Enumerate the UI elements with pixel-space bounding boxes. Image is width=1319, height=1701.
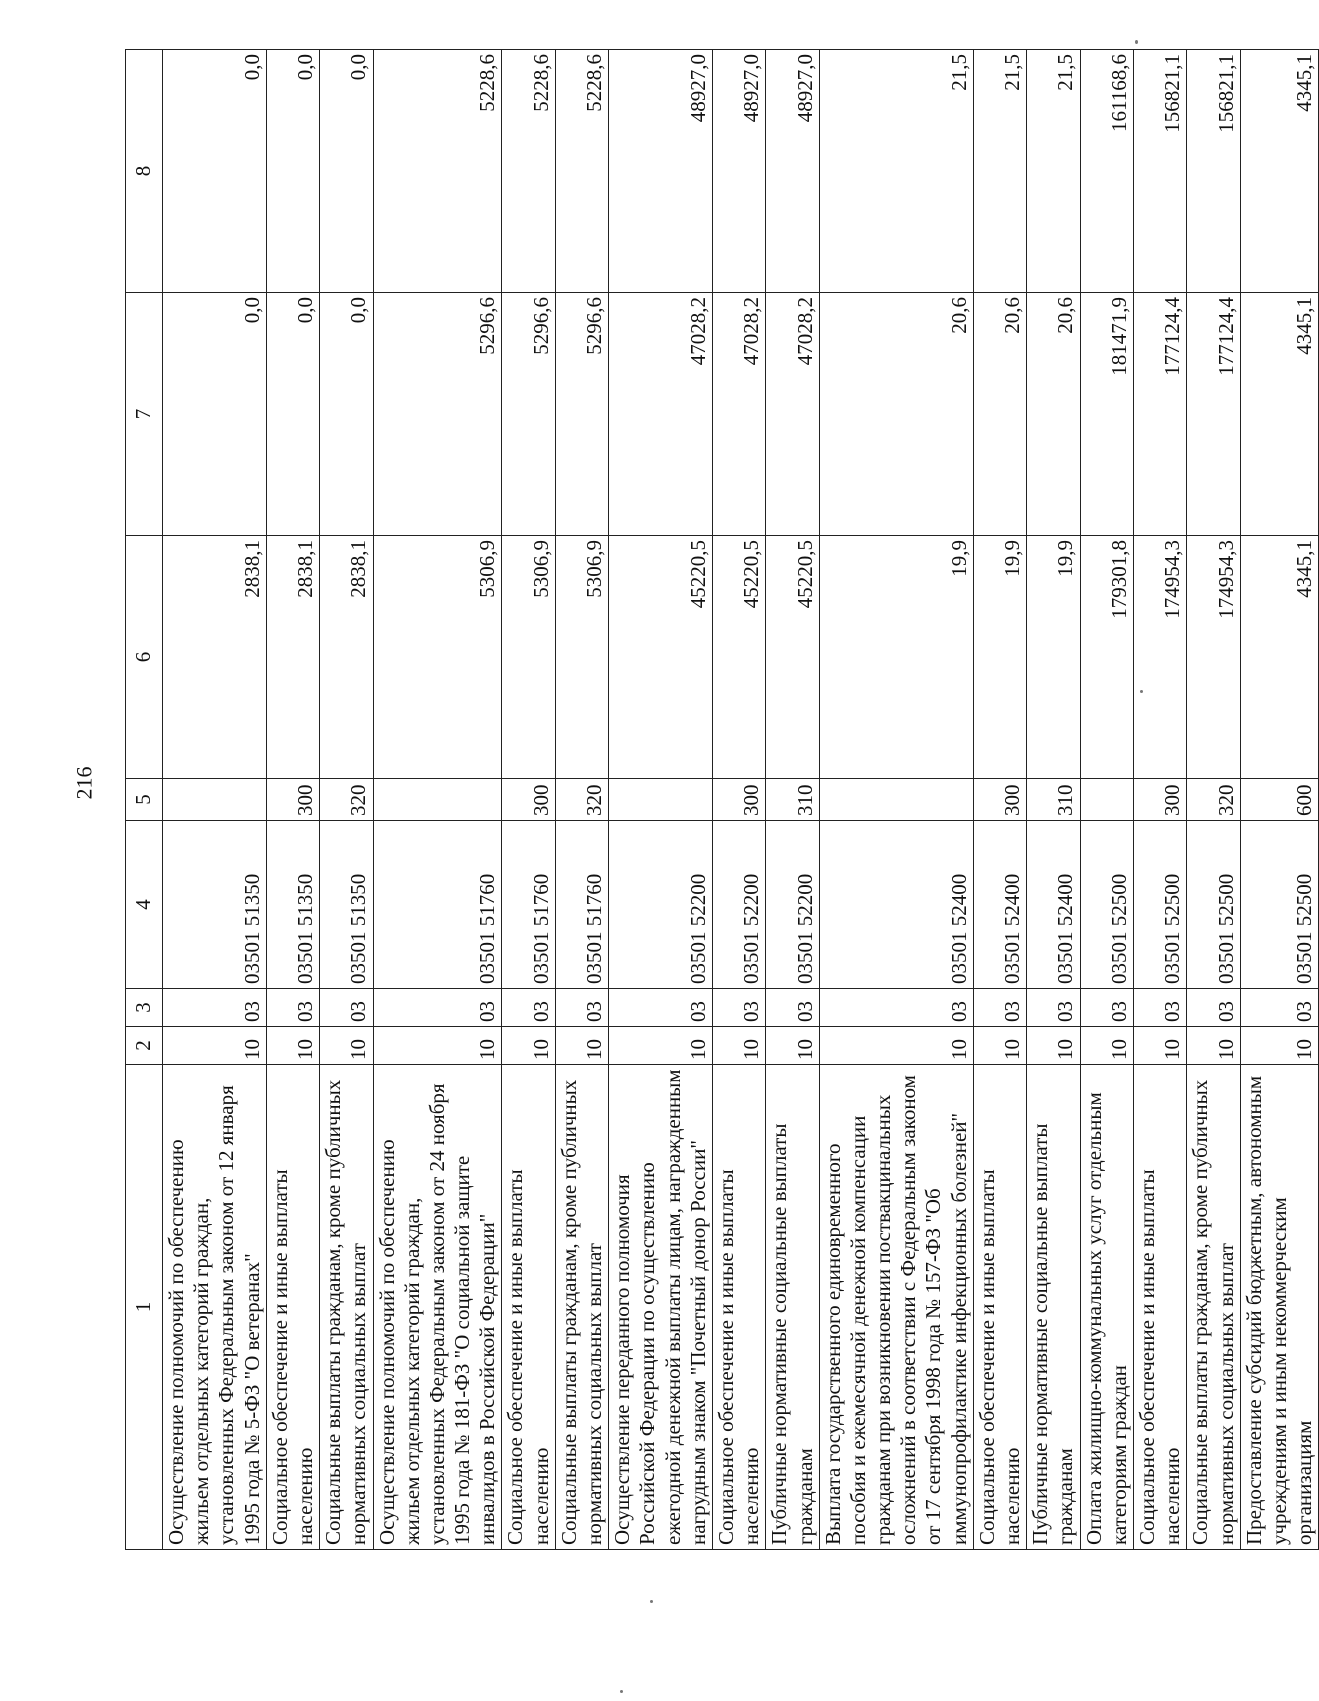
table-row (1133, 50, 1186, 1550)
item-name-cell: Выплата государственного единовременного пособия и ежемесячной денежной компенсации гражданам при возникновении поствакцинальных осложнений в соответствии с Федеральным законом от 17 сентября 1998 года № 157-ФЗ "Об иммунопрофилактике инфекционных болезней" (819, 1065, 973, 1550)
amount-col8-cell: 48927,0 (766, 50, 819, 293)
page-number: 216 (71, 766, 97, 800)
subsection-code-cell: 03 (502, 989, 555, 1027)
target-article-cell: 03501 52200 (766, 821, 819, 989)
target-article-cell: 03501 52500 (1080, 821, 1133, 989)
expense-type-cell: 320 (1187, 779, 1240, 821)
item-name-cell: Социальное обеспечение и иные выплаты населению (1133, 1065, 1186, 1550)
target-article-cell: 03501 52200 (712, 821, 765, 989)
amount-col7-cell: 5296,6 (502, 293, 555, 536)
section-code-cell: 10 (712, 1027, 765, 1065)
section-code-cell: 10 (373, 1027, 502, 1065)
subsection-code-cell: 03 (1240, 989, 1319, 1027)
amount-col7-cell: 5296,6 (555, 293, 608, 536)
subsection-code-cell: 03 (973, 989, 1026, 1027)
rotated-table-container (125, 50, 1317, 1550)
header-cell: 3 (126, 989, 163, 1027)
section-code-cell: 10 (1240, 1027, 1319, 1065)
subsection-code-cell: 03 (1080, 989, 1133, 1027)
table-row (1187, 50, 1240, 1550)
target-article-cell: 03501 51350 (266, 821, 319, 989)
item-name-cell: Социальное обеспечение и иные выплаты населению (712, 1065, 765, 1550)
amount-col6-cell: 174954,3 (1133, 536, 1186, 779)
table-row (373, 50, 502, 1550)
amount-col8-cell: 21,5 (1027, 50, 1080, 293)
header-cell: 2 (126, 1027, 163, 1065)
subsection-code-cell: 03 (819, 989, 973, 1027)
amount-col8-cell: 4345,1 (1240, 50, 1319, 293)
amount-col7-cell: 0,0 (163, 293, 267, 536)
amount-col6-cell: 2838,1 (320, 536, 373, 779)
amount-col8-cell: 48927,0 (609, 50, 713, 293)
section-code-cell: 10 (266, 1027, 319, 1065)
amount-col7-cell: 0,0 (320, 293, 373, 536)
scan-speck (1135, 40, 1138, 44)
amount-col6-cell: 179301,8 (1080, 536, 1133, 779)
header-cell: 4 (126, 821, 163, 989)
item-name-cell: Осуществление полномочий по обеспечению жильем отдельных категорий граждан, установленных Федеральным законом от 12 января 1995 года № 5-ФЗ "О ветеранах" (163, 1065, 267, 1550)
subsection-code-cell: 03 (555, 989, 608, 1027)
expense-type-cell (163, 779, 267, 821)
amount-col7-cell: 20,6 (1027, 293, 1080, 536)
item-name-cell: Осуществление переданного полномочия Российской Федерации по осуществлению ежегодной денежной выплаты лицам, награжденным нагрудным знаком "Почетный донор России" (609, 1065, 713, 1550)
subsection-code-cell: 03 (1187, 989, 1240, 1027)
table-row (1080, 50, 1133, 1550)
header-cell: 1 (126, 1065, 163, 1550)
item-name-cell: Оплата жилищно-коммунальных услуг отдельным категориям граждан (1080, 1065, 1133, 1550)
item-name-cell: Социальные выплаты гражданам, кроме публичных нормативных социальных выплат (320, 1065, 373, 1550)
amount-col6-cell: 5306,9 (373, 536, 502, 779)
amount-col7-cell: 47028,2 (712, 293, 765, 536)
expense-type-cell: 310 (1027, 779, 1080, 821)
subsection-code-cell: 03 (163, 989, 267, 1027)
amount-col7-cell: 4345,1 (1240, 293, 1319, 536)
expense-type-cell: 600 (1240, 779, 1319, 821)
amount-col8-cell: 5228,6 (555, 50, 608, 293)
amount-col8-cell: 0,0 (163, 50, 267, 293)
expense-type-cell: 300 (1133, 779, 1186, 821)
target-article-cell: 03501 52500 (1240, 821, 1319, 989)
amount-col8-cell: 156821,1 (1133, 50, 1186, 293)
amount-col8-cell: 21,5 (973, 50, 1026, 293)
table-row (555, 50, 608, 1550)
amount-col7-cell: 47028,2 (609, 293, 713, 536)
table-row (766, 50, 819, 1550)
subsection-code-cell: 03 (1133, 989, 1186, 1027)
item-name-cell: Публичные нормативные социальные выплаты гражданам (766, 1065, 819, 1550)
target-article-cell: 03501 52400 (1027, 821, 1080, 989)
table-row (712, 50, 765, 1550)
section-code-cell: 10 (1080, 1027, 1133, 1065)
header-cell: 8 (126, 50, 163, 293)
expense-type-cell (1080, 779, 1133, 821)
table-row (609, 50, 713, 1550)
expense-type-cell (609, 779, 713, 821)
amount-col6-cell: 45220,5 (766, 536, 819, 779)
amount-col8-cell: 156821,1 (1187, 50, 1240, 293)
amount-col6-cell: 45220,5 (712, 536, 765, 779)
amount-col8-cell: 0,0 (266, 50, 319, 293)
target-article-cell: 03501 52500 (1133, 821, 1186, 989)
target-article-cell: 03501 51760 (373, 821, 502, 989)
amount-col6-cell: 5306,9 (555, 536, 608, 779)
amount-col8-cell: 5228,6 (502, 50, 555, 293)
section-code-cell: 10 (555, 1027, 608, 1065)
amount-col6-cell: 19,9 (819, 536, 973, 779)
table-row (1240, 50, 1319, 1550)
amount-col8-cell: 0,0 (320, 50, 373, 293)
item-name-cell: Публичные нормативные социальные выплаты гражданам (1027, 1065, 1080, 1550)
target-article-cell: 03501 51760 (502, 821, 555, 989)
table-row (163, 50, 267, 1550)
target-article-cell: 03501 51350 (163, 821, 267, 989)
target-article-cell: 03501 52400 (973, 821, 1026, 989)
expense-type-cell: 320 (320, 779, 373, 821)
expense-type-cell (373, 779, 502, 821)
amount-col6-cell: 45220,5 (609, 536, 713, 779)
amount-col8-cell: 161168,6 (1080, 50, 1133, 293)
expense-type-cell: 320 (555, 779, 608, 821)
amount-col7-cell: 47028,2 (766, 293, 819, 536)
subsection-code-cell: 03 (712, 989, 765, 1027)
amount-col6-cell: 4345,1 (1240, 536, 1319, 779)
expense-type-cell: 300 (502, 779, 555, 821)
amount-col7-cell: 20,6 (973, 293, 1026, 536)
table-row (266, 50, 319, 1550)
amount-col8-cell: 48927,0 (712, 50, 765, 293)
amount-col8-cell: 5228,6 (373, 50, 502, 293)
table-row (502, 50, 555, 1550)
amount-col7-cell: 181471,9 (1080, 293, 1133, 536)
header-cell: 5 (126, 779, 163, 821)
item-name-cell: Социальные выплаты гражданам, кроме публичных нормативных социальных выплат (1187, 1065, 1240, 1550)
table-header-row (126, 50, 163, 1550)
budget-table (125, 49, 1319, 1550)
amount-col6-cell: 2838,1 (266, 536, 319, 779)
amount-col6-cell: 19,9 (973, 536, 1026, 779)
section-code-cell: 10 (1133, 1027, 1186, 1065)
target-article-cell: 03501 51760 (555, 821, 608, 989)
expense-type-cell: 300 (712, 779, 765, 821)
item-name-cell: Социальное обеспечение и иные выплаты населению (266, 1065, 319, 1550)
subsection-code-cell: 03 (266, 989, 319, 1027)
table-row (819, 50, 973, 1550)
section-code-cell: 10 (320, 1027, 373, 1065)
subsection-code-cell: 03 (373, 989, 502, 1027)
header-cell: 6 (126, 536, 163, 779)
amount-col6-cell: 19,9 (1027, 536, 1080, 779)
subsection-code-cell: 03 (766, 989, 819, 1027)
subsection-code-cell: 03 (1027, 989, 1080, 1027)
expense-type-cell: 300 (973, 779, 1026, 821)
expense-type-cell: 300 (266, 779, 319, 821)
section-code-cell: 10 (502, 1027, 555, 1065)
amount-col6-cell: 2838,1 (163, 536, 267, 779)
amount-col7-cell: 20,6 (819, 293, 973, 536)
target-article-cell: 03501 52500 (1187, 821, 1240, 989)
item-name-cell: Социальное обеспечение и иные выплаты населению (502, 1065, 555, 1550)
section-code-cell: 10 (1187, 1027, 1240, 1065)
amount-col6-cell: 174954,3 (1187, 536, 1240, 779)
amount-col7-cell: 0,0 (266, 293, 319, 536)
item-name-cell: Осуществление полномочий по обеспечению жильем отдельных категорий граждан, установленных Федеральным законом от 24 ноября 1995 года № 181-ФЗ "О социальной защите инвалидов в Российской Федерации" (373, 1065, 502, 1550)
subsection-code-cell: 03 (320, 989, 373, 1027)
table-body (163, 50, 1319, 1550)
item-name-cell: Социальные выплаты гражданам, кроме публичных нормативных социальных выплат (555, 1065, 608, 1550)
section-code-cell: 10 (766, 1027, 819, 1065)
table-row (320, 50, 373, 1550)
amount-col7-cell: 177124,4 (1133, 293, 1186, 536)
section-code-cell: 10 (1027, 1027, 1080, 1065)
table-row (1027, 50, 1080, 1550)
amount-col7-cell: 5296,6 (373, 293, 502, 536)
section-code-cell: 10 (163, 1027, 267, 1065)
table-row (973, 50, 1026, 1550)
item-name-cell: Предоставление субсидий бюджетным, автономным учреждениям и иным некоммерческим организациям (1240, 1065, 1319, 1550)
header-cell: 7 (126, 293, 163, 536)
amount-col8-cell: 21,5 (819, 50, 973, 293)
expense-type-cell: 310 (766, 779, 819, 821)
amount-col6-cell: 5306,9 (502, 536, 555, 779)
scan-speck (620, 1690, 623, 1693)
target-article-cell: 03501 52400 (819, 821, 973, 989)
expense-type-cell (819, 779, 973, 821)
target-article-cell: 03501 51350 (320, 821, 373, 989)
section-code-cell: 10 (819, 1027, 973, 1065)
section-code-cell: 10 (973, 1027, 1026, 1065)
scan-speck (650, 1600, 653, 1603)
section-code-cell: 10 (609, 1027, 713, 1065)
amount-col7-cell: 177124,4 (1187, 293, 1240, 536)
subsection-code-cell: 03 (609, 989, 713, 1027)
target-article-cell: 03501 52200 (609, 821, 713, 989)
item-name-cell: Социальное обеспечение и иные выплаты населению (973, 1065, 1026, 1550)
